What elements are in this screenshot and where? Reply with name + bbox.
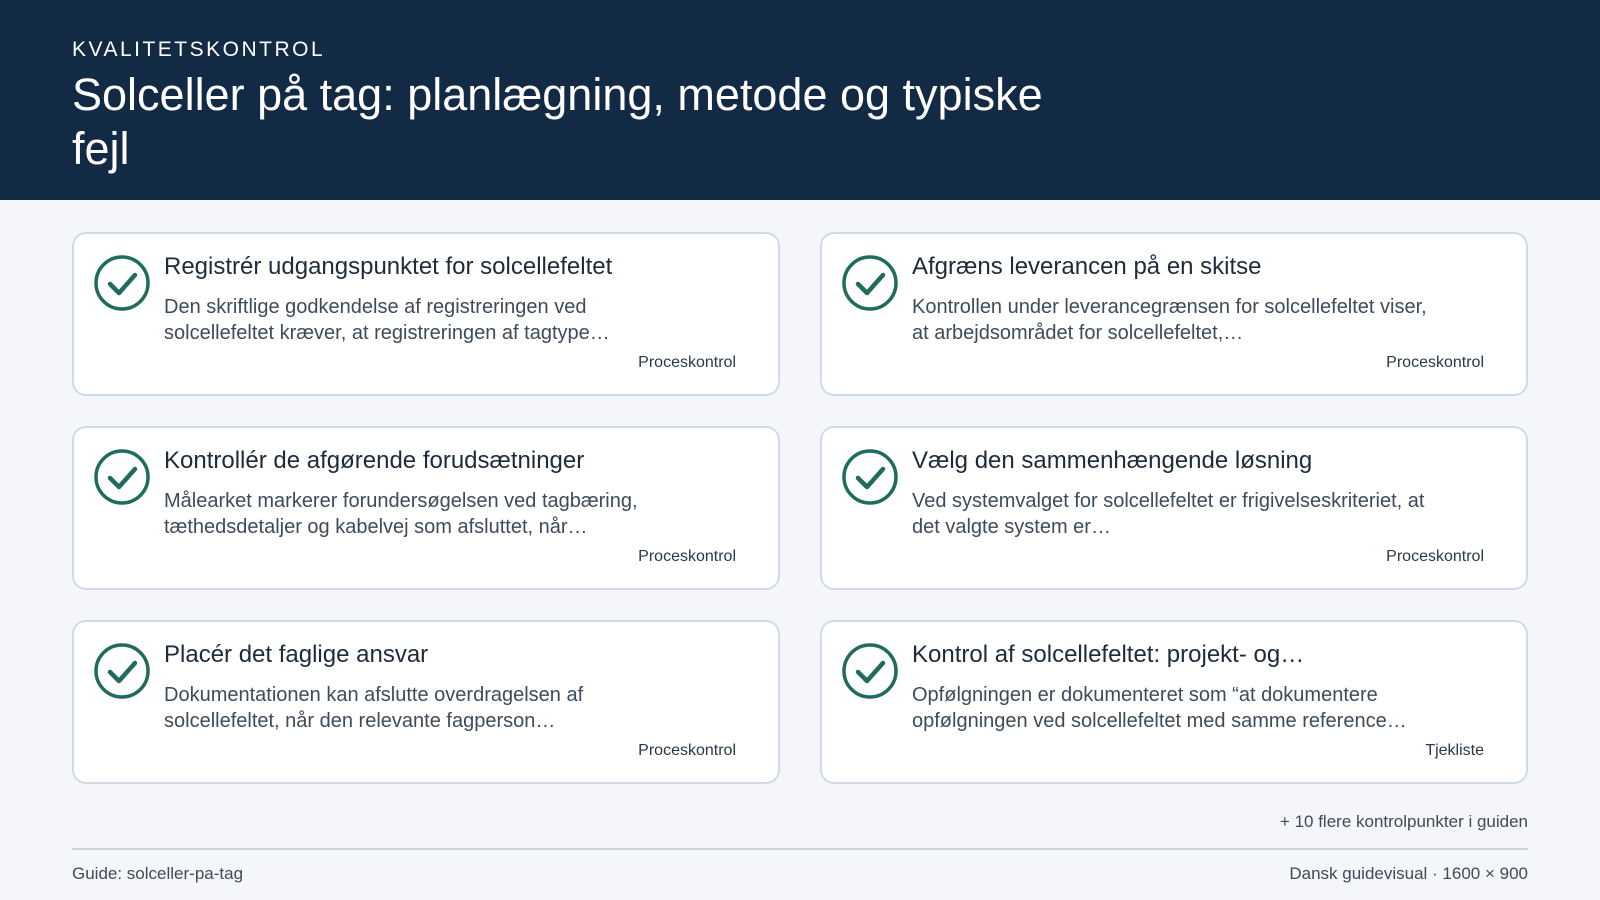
page-header bbox=[0, 0, 1600, 200]
checklist-card[interactable] bbox=[72, 620, 780, 784]
check-circle-icon bbox=[841, 448, 899, 506]
card-tag: Tjekliste bbox=[1425, 742, 1484, 759]
card-description: Dokumentationen kan afslutte overdragelsen af solcellefeltet, når den relevante fagperson… bbox=[164, 684, 584, 732]
check-circle-icon bbox=[841, 254, 899, 312]
card-tag: Proceskontrol bbox=[1386, 548, 1484, 565]
check-circle-icon bbox=[841, 642, 899, 700]
card-title: Placér det faglige ansvar bbox=[164, 641, 429, 668]
card-description: Kontrollen under leverancegrænsen for solcellefeltet viser, at arbejdsområdet for solcellefeltet,… bbox=[912, 296, 1427, 344]
card-tag: Proceskontrol bbox=[638, 742, 736, 759]
checklist-card[interactable] bbox=[820, 620, 1528, 784]
checklist-card[interactable] bbox=[72, 426, 780, 590]
card-title: Afgræns leverancen på en skitse bbox=[912, 253, 1262, 280]
check-circle-icon bbox=[93, 254, 151, 312]
card-tag: Proceskontrol bbox=[638, 548, 736, 565]
check-circle-icon bbox=[93, 448, 151, 506]
card-description: Ved systemvalget for solcellefeltet er frigivelseskriteriet, at det valgte system er… bbox=[912, 490, 1425, 538]
card-description: Målearket markerer forundersøgelsen ved tagbæring, tæthedsdetaljer og kabelvej som afsluttet, når… bbox=[164, 490, 638, 538]
page-eyebrow: KVALITETSKONTROL bbox=[72, 38, 326, 61]
page-title: Solceller på tag: planlægning, metode og typiske fejl bbox=[72, 69, 1043, 174]
card-title: Kontrollér de afgørende forudsætninger bbox=[164, 447, 585, 474]
card-description: Den skriftlige godkendelse af registreringen ved solcellefeltet kræver, at registreringen af tagtype… bbox=[164, 296, 610, 344]
card-title: Kontrol af solcellefeltet: projekt- og… bbox=[912, 641, 1305, 668]
checklist-card[interactable] bbox=[820, 426, 1528, 590]
card-description: Opfølgningen er dokumenteret som “at dokumentere opfølgningen ved solcellefeltet med samme reference… bbox=[912, 684, 1407, 732]
footer-guide-label: Guide: solceller-pa-tag bbox=[72, 864, 244, 883]
card-tag: Proceskontrol bbox=[1386, 354, 1484, 371]
check-circle-icon bbox=[93, 642, 151, 700]
card-title: Vælg den sammenhængende løsning bbox=[912, 447, 1313, 474]
card-tag: Proceskontrol bbox=[638, 354, 736, 371]
checklist-card[interactable] bbox=[72, 232, 780, 396]
more-checkpoints-link[interactable]: + 10 flere kontrolpunkter i guiden bbox=[1279, 812, 1528, 831]
checklist-card[interactable] bbox=[820, 232, 1528, 396]
footer-divider bbox=[72, 848, 1528, 850]
card-title: Registrér udgangspunktet for solcellefeltet bbox=[164, 253, 613, 280]
footer-meta-label: Dansk guidevisual · 1600 × 900 bbox=[1289, 864, 1528, 883]
